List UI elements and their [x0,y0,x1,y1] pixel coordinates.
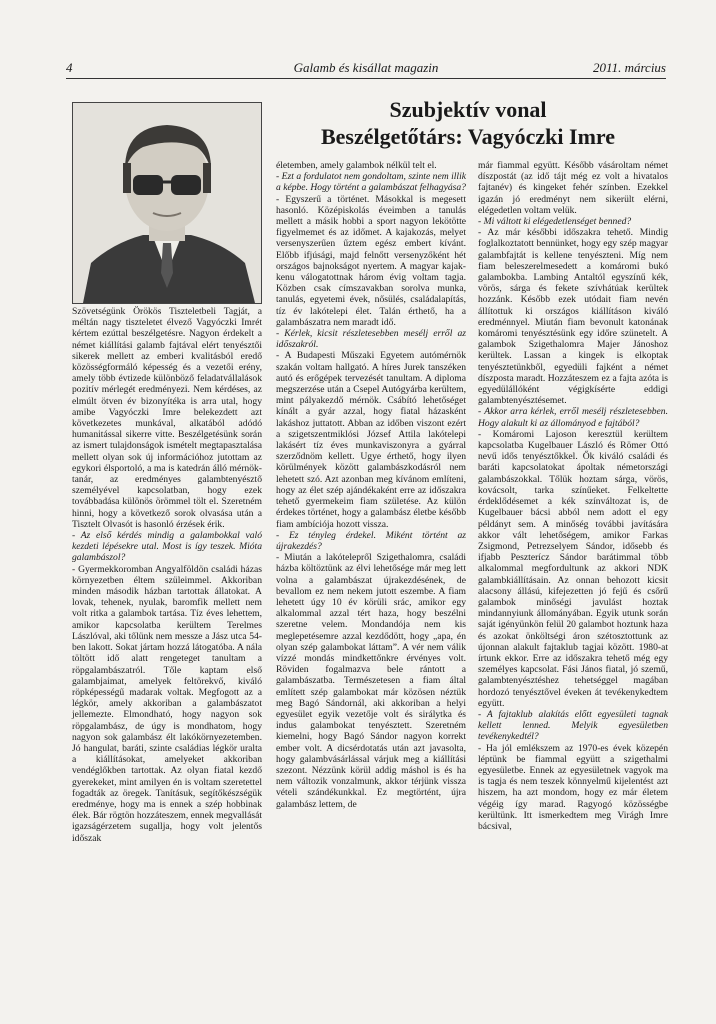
paragraph: - Egyszerű a történet. Másokkal is megesett hasonló. Középiskolás éveimben a tanulás mellett a másik hobbi a sport nagyon lekötötte figyelmemet és az időmet. A kajakozás, melyet versenyszerűen űztem egész embert kívánt. Előbb ifjúsági, majd felnőtt versenyzőként hét országos bajnokságot nyertem. A magyar kajak-kenu válogatottnak három évig voltam tagja. Közben csak címszavakban sorolva munka, tanulás, egyetemi évek, nősülés, családalapítás, tíz év lakótelepi élet. Talán érthető, ha a galambászatra nem maradt idő. [276,193,466,328]
question: - Kérlek, kicsit részletesebben mesélj erről az időszakról. [276,328,466,351]
header-rule [66,78,666,79]
paragraph: életemben, amely galambok nélkül telt el. [276,160,437,171]
paragraph: már fiammal együtt. Később vásároltam német díszpostát (az idő tájt még ez volt a hivatalos fajtanév) és kingeket fehér színben. Ezekkel igazán jó eredményt nem sikerült elérni, elégedetlen voltam velük. [478,160,668,216]
paragraph: - Ha jól emlékszem az 1970-es évek közepén léptünk be fiammal együtt a szigethalmi egyesületbe. Ennek az egyesületnek vagyok ma is tagja és nem teszek könnyelmű kijelentést azt hiszem, ha azt mondom, hogy ez már életem végéig így marad. Ragyogó közösségbe kerültünk. Itt ismerkedtem meg Virágh Imre bácsival, [478,742,668,832]
text-column-1 [72,306,262,844]
article-title [270,96,666,150]
text-column-3 [478,160,668,832]
question: - Ez tényleg érdekel. Miként történt az újrakezdés? [276,529,466,552]
question: - A fajtaklub alakítás előtt egyesületi tagnak kellett lenned. Melyik egyesületben tevékenykedtél? [478,708,668,743]
paragraph: - Miután a lakótelepről Szigethalomra, családi házba költöztünk az élvi lehetősége már meg lett volna a galambászat újrakezdésének, de bevallom ez nem nekem jutott eszembe. A fiam lehetett úgy 10 év körüli srác, amikor egy alkalommal azzal tért haza, hogy beszélni szeretne velem. Mondandója nem kis meglepetésemre azzal kezdődött, hogy „apa, én olyan szép galambokat láttam”. A vér nem válik vízzé mondás mindkettőnkre érvényes volt. Röviden fogalmazva bele rántott a galambászatba. Természetesen a fiam által említett szép galambokat már közösen néztük meg Bagó Sándornál, aki akkoriban a helyi egyesület egyik vezetője volt és sirálytka és indus galambokat tenyésztett. Szeretném kiemelni, hogy Bagó Sándor nagyon korrekt ember volt. A dicsérdotatás után azt javasolta, hogy galambvásárlással várjuk meg a kiállítási szezont. Nézzünk körül addig máshol is és ha nem változik vonzalmunk, akkor térjünk vissza vételi szándékunkkal. Ez megtörtént, újra galambász lettem, de [276,552,466,810]
paragraph: - A Budapesti Műszaki Egyetem autómérnök szakán voltam hallgató. A híres Jurek tanszéken autó és erőgépek tervezését tanultam. A diploma megszerzése után a Csepel Autógyárba kerültem, mint pályakezdő mérnök. Csábító lehetőséget kínált a gyár azzal, hogy fiatal házasként lakáshoz juttatott. Abban az időben viszont ezért a szigetszentmiklósi József Attila lakótelepi lakásért tíz éves munkaviszonyra a gyárral szerződnöm kellett. Ugye érthető, hogy ilyen körülmények között galambászkodásról nem lehetett szó. Azt azonban meg kívánom említeni, hogy az élet szép ajándékaként erre az időszakra tehető gyermekeim fiam születése. Az külön érdekes történet, hogy a galambász életbe később fiam ambíciója hozott vissza. [276,350,466,530]
title-line-1: Szubjektív vonal [389,97,547,122]
question: - Az első kérdés mindig a galambokkal való kezdeti lépésekre utal. Most is így teszek. Mióta galambászol? [72,530,262,564]
question: - Ezt a fordulatot nem gondoltam, szinte nem illik a képbe. Hogy történt a galambászat felhagyása? [276,171,466,194]
title-line-2: Beszélgetőtárs: Vagyóczki Imre [320,124,616,149]
question: - Mi váltott ki elégedetlenséget benned? [478,216,632,228]
paragraph: Szövetségünk Örökös Tiszteletbeli Tagját, a méltán nagy tiszteletet élvező Vagyóczki Imrét kértem ezúttal beszélgetésre. Nagyon érdekelt a német kiállítási galamb fajtával elért tenyésztői sikerek mellett az emberi kvalitásból eredő közösségformáló képesség és a vezetői erény, amely több évtizede különböző feladatvállalások pozitív mérlegét eredményezi. Nem kérdéses, az elmúlt ötven év bizonyítéka is arra utal, hogy amibe Vagyóczki Imre belekezdett azt következetes munkával, alkatából adódó humanitással sikerre vitte. Beszélgetésünk során az ismert tulajdonságok ismételt megtapasztalása mellett olyan sok új információhoz jutottam az egykori élsportoló, a ma is katedrán álló mérnök-tanár, az eredményes galambtenyésztő személyével kapcsolatban, hogy ezek továbbadása különös örömmel tölt el. Szeretném hinni, hogy a következő sorok olvasása után a Tisztelt Olvasót is hasonló érzések érik. [72,306,262,530]
portrait-photo [72,102,262,304]
question: - Akkor arra kérlek, erről mesélj részletesebben. Hogy alakult ki az állományod e fajtából? [478,406,668,429]
paragraph: - Komáromi Lajoson keresztül kerültem kapcsolatba Kugelbauer László és Römer Ottó nevű idős tenyésztőkkel. Ők kiváló családi és baráti kapcsolatokat ápoltak németországi galambászokkal. Tőlük hoztam sárga, vörös, kovácsolt, tarka színűeket. Felkeltette érdeklődésemet a kék színváltozat is, de Kugelbauer bácsi abból nem adott el egy példányt sem. A minőség további javítására akkor vált lehetőségem, amikor Farkas Zsigmond, Petrezselyem Sándor, idősebb és ifjabb Peszterícz Sándor barátimmal több alkalommal megfordultunk az akkori NDK galambkiállításain. Az onnan behozott kicsit alacsony állású, kifejezetten jó fejű és csőrű galambok minőségi javulást hoztak mindannyiunk állományában. Egyik utunk során saját igényünkön felül 20 galambot hoztunk haza és azokat önköltségi áron szétosztottunk az újonnan alakult fajtaklub tagjai között. 1980-at írtunk ekkor. Erre az időszakra tehető még egy személyes kapcsolat. Fási János fiatal, jó szemű, galambtenyésztéshez tehetséggel magában hordozó tenyésztővel éveken át tevékenykedtem együtt. [478,428,668,709]
paragraph: - Gyermekkoromban Angyalföldön családi házas környezetben éltem szüleimmel. Akkoriban minden második házban tartottak állatokat. A lovak, tehenek, nyulak, baromfik mellett nem volt ritka a galambok tartása. Tíz éves lehettem, amikor kapcsolatba kerültem Terelmes Lászlóval, aki tőlünk nem messze a Jász utca 54-ben lakott. Sokat jártam hozzá látogatóba. A nála töltött idő alatt rengeteget tanultam a röpgalambászatról. Tőle kaptam első galambjaimat, amelyek feltörekvő, kiváló röpképességű madarak voltak. Megfogott az a légkör, amely akkoriban a galambászatot jellemezte. Elmondható, hogy nagyon sok röpgalambász, de úgy is mondhatom, hogy nagyon sok galambász élt lakókörnyezetemben. Jó hangulat, baráti, szinte családias légkör uralta a kiállításokat, amelyeket akkoriban vendéglőkben tartottak. Az olyan fiatal kezdő gyerekeket, mint amilyen én is voltam szeretettel fogadták az öregek. Tanításuk, segítőkészségük eredménye, hogy ma is ennek a szép hobbinak élek. Bár rögtön hozzáteszem, ennek megvallását igazságérzetem sugallja, hogy volt jelentős időszak [72,563,262,844]
portrait-illustration [73,103,261,303]
paragraph: - Az már későbbi időszakra tehető. Mindig foglalkoztatott bennünket, hogy egy szép magyar galambfajtát is kellene tenyészteni. Míg nem fiam beleszerelmesedett a komáromi bukó galambokba. Lambing Antaltól egyszínű kék, vörös, sárga és fekete szívhátúak kerültek hozzánk. Később ezek utódait fiam nevén állítottuk ki országos kiállításon kiváló eredménnyel. Miután fiam bevonult katonának komáromi tenyésztésünk egy időre szünetelt. A galambok Szigethalomra Majer Jánoshoz kerültek. Lassan a kingek is elkoptak tenyésztetünkből, egyedüli fajként a német díszposta maradt. Hozzáteszem ez a fajta azóta is egyedülállóként végigkísérte eddigi galambtenyésztésemet. [478,227,668,407]
page-number: 4 [66,60,73,75]
text-column-2 [276,160,466,810]
issue-date: 2011. március [593,60,666,75]
page-header [66,58,666,76]
magazine-title: Galamb és kisállat magazin [293,60,439,75]
